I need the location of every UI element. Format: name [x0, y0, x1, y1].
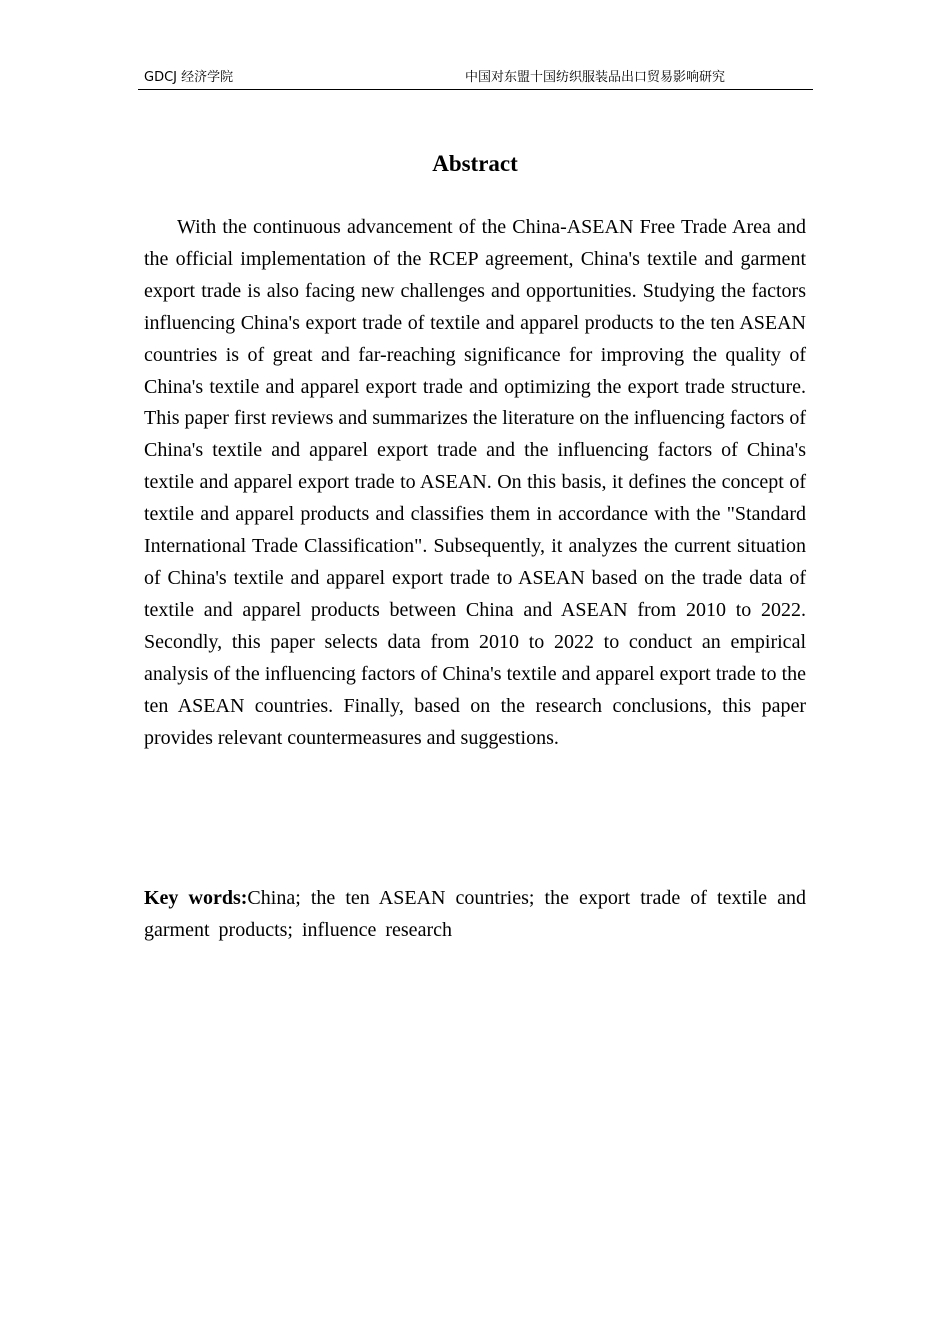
header-thesis-title: 中国对东盟十国纺织服装品出口贸易影响研究: [465, 70, 726, 85]
keywords: [144, 882, 806, 946]
header-institution: GDCJ 经济学院: [144, 70, 234, 85]
abstract-body: With the continuous advancement of the China-ASEAN Free Trade Area and the official implementation of the RCEP agreement, China's textile and garment export trade is also facing new challenges and opportunities. Studying the factors influencing China's export trade of textile and apparel products to the ten ASEAN countries is of great and far-reaching significance for improving the quality of China's textile and apparel export trade and optimizing the export trade structure. This paper first reviews and summarizes the literature on the influencing factors of China's textile and apparel export trade and the influencing factors of China's textile and apparel export trade to ASEAN. On this basis, it defines the concept of textile and apparel products and classifies them in accordance with the "Standard International Trade Classification". Subsequently, it analyzes the current situation of China's textile and apparel export trade to ASEAN based on the trade data of textile and apparel products between China and ASEAN from 2010 to 2022. Secondly, this paper selects data from 2010 to 2022 to conduct an empirical analysis of the influencing factors of China's textile and apparel export trade to the ten ASEAN countries. Finally, based on the research conclusions, this paper provides relevant countermeasures and suggestions.: [144, 216, 806, 749]
abstract-title: Abstract: [432, 151, 518, 176]
page-header: [138, 68, 813, 90]
keywords-text: China; the ten ASEAN countries; the export trade of textile and garment products; influence research: [144, 887, 806, 941]
keywords-label: Key words:: [144, 887, 248, 909]
